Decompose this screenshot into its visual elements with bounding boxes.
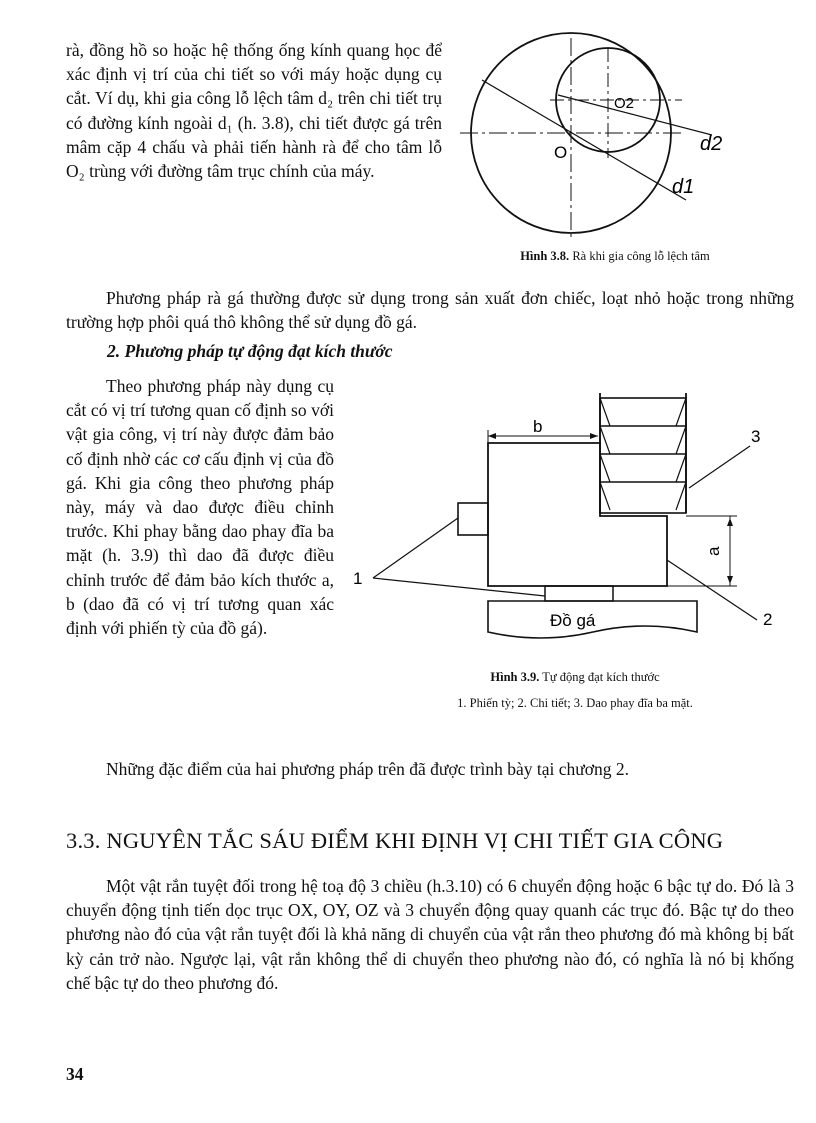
caption-figure-3-8 [455, 249, 775, 264]
label-2: 2 [763, 610, 773, 629]
label-b: b [533, 417, 543, 436]
caption-text: Rà khi gia công lỗ lệch tâm [572, 249, 710, 263]
leader-d2 [558, 95, 712, 135]
paragraph-intro: rà, đồng hồ so hoặc hệ thống ống kính quang học để xác định vị trí của chi tiết so với máy hoặc dụng cụ cắt. Ví dụ, khi gia công lỗ lệch tâm d₂ trên chi tiết trụ có đường kính ngoài d₁ (h. 3.8), chi tiết được gá trên mâm cặp 4 chấu và phải tiến hành rà để cho tâm lỗ O₂ trùng với đường tâm trục chính của máy. [66, 40, 442, 182]
leader-d1 [482, 80, 686, 200]
workpiece-2 [488, 443, 667, 586]
section-title: 3.3. NGUYÊN TẮC SÁU ĐIỂM KHI ĐỊNH VỊ CHI TIẾT GIA CÔNG [66, 828, 724, 853]
paragraph-method-2: Theo phương pháp này dụng cụ cắt có vị trí tương quan cố định so với vật gia công, vị trí này được đảm bảo cố định nhờ các cơ cấu định vị của đồ gá. Khi gia công theo phương pháp này, máy và dao được điều chỉnh trước. Khi phay bằng dao phay đĩa ba mặt (h. 3.9) thì dao đã được điều chỉnh trước để đảm bảo kích thước a, b (dao đã có vị trí tương quan xác định với phiến tỳ của đồ gá). [66, 376, 334, 639]
paragraph-usage: Phương pháp rà gá thường được sử dụng trong sản xuất đơn chiếc, loạt nhỏ hoặc trong những trường hợp phôi quá thô không thể sử dụng đồ gá. [66, 288, 794, 333]
label-o: O [554, 143, 568, 162]
label-a: a [704, 546, 723, 556]
caption-figure-3-9-legend: 1. Phiến tỳ; 2. Chi tiết; 3. Dao phay đĩa ba mặt. [457, 696, 693, 710]
support-pad [545, 586, 613, 601]
leader-1b [373, 578, 545, 596]
paragraph-features: Những đặc điểm của hai phương pháp trên đã được trình bày tại chương 2. [106, 759, 629, 779]
label-d2: d2 [700, 133, 723, 155]
label-fixture: Đồ gá [550, 611, 596, 630]
cutter-3-disk-mill [600, 393, 686, 513]
label-d1: d1 [672, 176, 695, 198]
subheading-method-2: 2. Phương pháp tự động đạt kích thước [107, 341, 393, 361]
figure-3-9 [345, 388, 790, 650]
label-o2: O2 [614, 95, 635, 112]
caption-label: Hình 3.8. [520, 249, 570, 263]
label-3: 3 [751, 427, 761, 446]
locating-pad-1 [458, 503, 488, 535]
leader-2 [667, 560, 757, 620]
paragraph-six-points: Một vật rắn tuyệt đối trong hệ toạ độ 3 chiều (h.3.10) có 6 chuyển động hoặc 6 bậc tự do. Đó là 3 chuyển động tịnh tiến dọc trục OX, OY, OZ và 3 chuyển động quay quanh các trục đó. Bậc tự do theo phương nào đó của vật rắn tuyệt đối là khả năng di chuyển của vật rắn theo phương đó mà không bị bất kỳ cản trở nào. Ngược lại, vật rắn không thể di chuyển theo phương nào đó, có nghĩa là nó bị khống chế bậc tự do theo phương đó. [66, 876, 794, 993]
caption-text: Tự động đạt kích thước [542, 670, 660, 684]
caption-figure-3-9 [365, 670, 785, 685]
page-number: 34 [66, 1064, 84, 1084]
figure-3-8 [450, 30, 770, 255]
label-1: 1 [353, 569, 363, 588]
leader-3 [689, 446, 750, 488]
caption-label: Hình 3.9. [490, 670, 540, 684]
leader-1a [373, 518, 458, 578]
